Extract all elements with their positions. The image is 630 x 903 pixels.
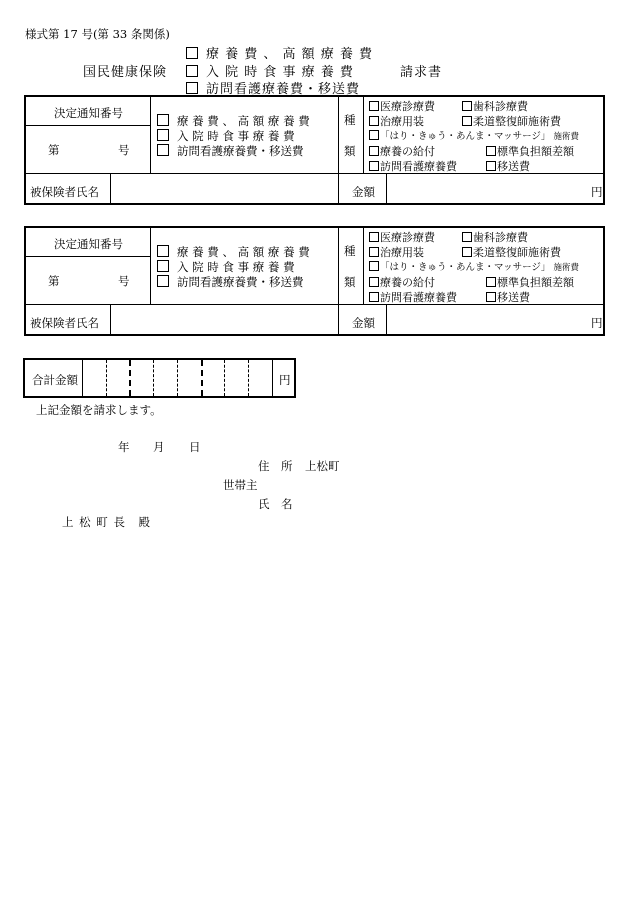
category-chiryo[interactable]: 治療用装 xyxy=(369,244,424,260)
total-yen-label: 円 xyxy=(279,373,291,387)
checkbox-icon[interactable] xyxy=(369,247,379,257)
checkbox-icon[interactable] xyxy=(462,232,472,242)
checkbox-icon[interactable] xyxy=(462,101,472,111)
category-homon[interactable]: 訪問看護療養費 xyxy=(369,289,457,305)
checkbox-icon[interactable] xyxy=(462,247,472,257)
category-shika[interactable]: 歯科診療費 xyxy=(462,229,528,245)
category-ryoyo[interactable]: 療養の給付 xyxy=(369,274,435,290)
title-option-1[interactable] xyxy=(186,43,373,62)
amount-label: 金額 xyxy=(352,316,375,330)
checkbox-icon[interactable] xyxy=(369,161,379,171)
category-ryoyo[interactable]: 療養の給付 xyxy=(369,143,435,159)
checkbox-icon[interactable] xyxy=(486,292,496,302)
title-option-label: 入 院 時 食 事 療 養 費 xyxy=(206,65,354,80)
category-homon[interactable]: 訪問看護療養費 xyxy=(369,158,457,174)
checkbox-icon[interactable] xyxy=(486,277,496,287)
category-hari[interactable]: 「はり・きゅう・あんま・マッサージ」 施術費 xyxy=(369,259,579,273)
total-amount-box xyxy=(23,358,296,398)
form-number: 様式第 17 号(第 33 条関係) xyxy=(25,27,170,41)
checkbox-icon[interactable] xyxy=(157,114,169,126)
amount-field[interactable] xyxy=(392,308,588,332)
category-judo[interactable]: 柔道整復師施術費 xyxy=(462,113,561,129)
category-iryo[interactable]: 医療診療費 xyxy=(369,98,435,114)
insured-name-field[interactable] xyxy=(116,308,332,332)
decision-number-label: 決定通知番号 xyxy=(54,106,123,120)
type-option[interactable]: 療 養 費 、 高 額 療 養 費 xyxy=(157,113,310,129)
checkbox-icon[interactable] xyxy=(157,144,169,156)
type-option[interactable]: 療 養 費 、 高 額 療 養 費 xyxy=(157,244,310,260)
decision-number-label: 決定通知番号 xyxy=(54,237,123,251)
amount-field[interactable] xyxy=(392,177,588,201)
amount-label: 金額 xyxy=(352,185,375,199)
go-label: 号 xyxy=(118,274,130,288)
title-option-label: 療 養 費 、 高 額 療 養 費 xyxy=(206,47,374,62)
checkbox-icon[interactable] xyxy=(369,232,379,242)
category-label-1: 種 xyxy=(344,113,356,127)
year-label: 年 xyxy=(118,440,130,454)
checkbox-icon[interactable] xyxy=(369,277,379,287)
claim-form-1 xyxy=(24,95,605,205)
checkbox-icon[interactable] xyxy=(157,275,169,287)
type-option[interactable]: 入 院 時 食 事 療 養 費 xyxy=(157,259,295,275)
recipient: 上 松 町 長 殿 xyxy=(62,515,151,529)
address-label: 住 所 xyxy=(258,459,293,473)
checkbox-icon[interactable] xyxy=(157,129,169,141)
insured-name-label: 被保険者氏名 xyxy=(30,185,99,199)
category-hyojun[interactable]: 標準負担額差額 xyxy=(486,274,574,290)
checkbox-icon[interactable] xyxy=(486,161,496,171)
checkbox-icon[interactable] xyxy=(486,146,496,156)
category-label-2: 類 xyxy=(344,275,356,289)
household-head-label: 世帯主 xyxy=(223,478,258,492)
checkbox-icon[interactable] xyxy=(369,292,379,302)
category-label-2: 類 xyxy=(344,144,356,158)
category-isou[interactable]: 移送費 xyxy=(486,289,530,305)
category-judo[interactable]: 柔道整復師施術費 xyxy=(462,244,561,260)
month-label: 月 xyxy=(153,440,165,454)
checkbox-icon[interactable] xyxy=(462,116,472,126)
yen-label: 円 xyxy=(591,185,603,199)
insurance-name: 国民健康保険 xyxy=(83,65,168,80)
checkbox-icon[interactable] xyxy=(157,260,169,272)
total-amount-field[interactable] xyxy=(83,362,271,394)
category-chiryo[interactable]: 治療用装 xyxy=(369,113,424,129)
type-option[interactable]: 入 院 時 食 事 療 養 費 xyxy=(157,128,295,144)
checkbox-icon[interactable] xyxy=(369,101,379,111)
type-option[interactable]: 訪問看護療養費・移送費 xyxy=(157,143,304,159)
type-option[interactable]: 訪問看護療養費・移送費 xyxy=(157,274,304,290)
checkbox-icon[interactable] xyxy=(186,82,198,94)
category-label-1: 種 xyxy=(344,244,356,258)
name-label: 氏 名 xyxy=(258,497,293,511)
request-label: 請求書 xyxy=(400,65,443,80)
total-amount-label: 合計金額 xyxy=(32,373,78,387)
checkbox-icon[interactable] xyxy=(369,130,379,140)
checkbox-icon[interactable] xyxy=(369,261,379,271)
category-hyojun[interactable]: 標準負担額差額 xyxy=(486,143,574,159)
address-value: 上松町 xyxy=(305,459,340,473)
title-option-label: 訪問看護療養費・移送費 xyxy=(206,82,361,97)
checkbox-icon[interactable] xyxy=(369,146,379,156)
category-shika[interactable]: 歯科診療費 xyxy=(462,98,528,114)
checkbox-icon[interactable] xyxy=(186,65,198,77)
checkbox-icon[interactable] xyxy=(157,245,169,257)
insured-name-field[interactable] xyxy=(116,177,332,201)
category-hari[interactable]: 「はり・きゅう・あんま・マッサージ」 施術費 xyxy=(369,128,579,142)
dai-label: 第 xyxy=(48,274,60,288)
yen-label: 円 xyxy=(591,316,603,330)
category-iryo[interactable]: 医療診療費 xyxy=(369,229,435,245)
insured-name-label: 被保険者氏名 xyxy=(30,316,99,330)
request-statement: 上記金額を請求します。 xyxy=(36,403,162,417)
checkbox-icon[interactable] xyxy=(186,47,198,59)
day-label: 日 xyxy=(189,440,201,454)
dai-label: 第 xyxy=(48,143,60,157)
claim-form-2 xyxy=(24,226,605,336)
checkbox-icon[interactable] xyxy=(369,116,379,126)
go-label: 号 xyxy=(118,143,130,157)
category-isou[interactable]: 移送費 xyxy=(486,158,530,174)
